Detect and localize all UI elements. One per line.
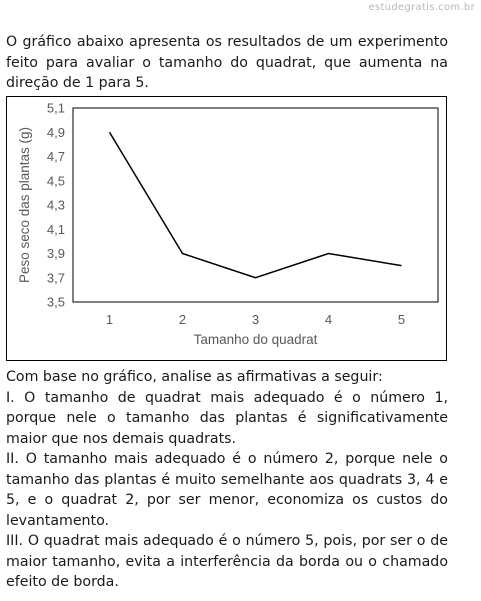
x-tick-label: 3	[251, 312, 260, 327]
y-tick-label: 4,7	[46, 149, 65, 164]
plot-area	[73, 108, 438, 302]
x-tick-label: 5	[397, 312, 406, 327]
y-tick-label: 4,1	[46, 221, 65, 237]
line-chart	[6, 96, 447, 361]
y-tick-label: 3,9	[46, 246, 65, 261]
y-tick-label: 4,9	[46, 124, 65, 140]
y-axis-title: Peso seco das plantas (g)	[17, 126, 32, 284]
x-tick-label: 1	[105, 312, 114, 327]
series-line	[110, 132, 402, 278]
x-tick-label: 2	[178, 312, 187, 327]
statement-1: I. O tamanho de quadrat mais adequado é o número 1, porque nele o tamanho das plantas é significativamente maior que nos demais quadrats.	[6, 389, 448, 447]
y-tick-label: 3,7	[46, 270, 65, 286]
statements-block	[6, 367, 448, 593]
intro-paragraph: O gráfico abaixo apresenta os resultados de um experimento feito para avaliar o tamanho do quadrat, que aumenta na direção de 1 para 5.	[6, 34, 448, 91]
statement-2: II. O tamanho mais adequado é o número 2, porque nele o tamanho das plantas é muito semelhante aos quadrats 3, 4 e 5, e o quadrat 2, por ser menor, economiza os custos do levantamento.	[6, 451, 448, 529]
x-axis-ticks	[106, 312, 405, 327]
prompt-line: Com base no gráfico, analise as afirmativas a seguir:	[6, 369, 383, 385]
statement-3: III. O quadrat mais adequado é o número 5, pois, por ser o de maior tamanho, evita a interferência da borda ou o chamado efeito de borda.	[6, 533, 448, 590]
y-tick-label: 4,5	[46, 173, 65, 189]
y-tick-label: 5,1	[46, 100, 65, 116]
watermark: estudegratis.com.br	[368, 2, 475, 13]
chart-svg	[7, 97, 446, 360]
x-axis-title: Tamanho do quadrat	[193, 332, 318, 347]
y-tick-label: 3,5	[46, 294, 65, 310]
y-axis-ticks	[47, 101, 65, 310]
x-tick-label: 4	[324, 312, 333, 327]
y-tick-label: 4,3	[46, 197, 65, 213]
